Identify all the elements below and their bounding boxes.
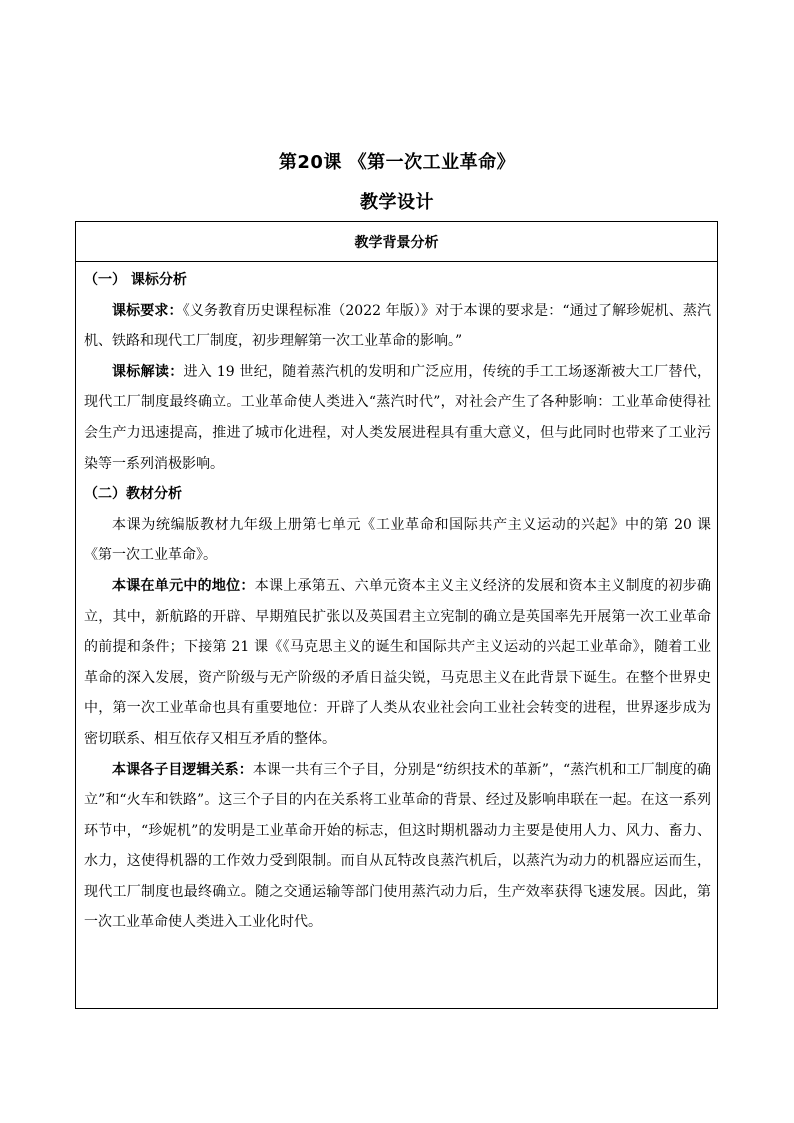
table-header: 教学背景分析 xyxy=(76,222,717,262)
paragraph-textbook-intro xyxy=(84,510,711,571)
paragraph-lead: 本课各子目逻辑关系： xyxy=(112,761,253,778)
paragraph-unit-position xyxy=(84,571,711,755)
paragraph-text: 《义务教育历史课程标准（2022 年版）》对于本课的要求是：“通过了解珍妮机、蒸汽机、铁路和现代工厂制度，初步理解第一次工业革命的影响。” xyxy=(84,302,711,350)
paragraph-lead: 本课在单元中的地位： xyxy=(112,577,255,594)
paragraph-subtopic-logic xyxy=(84,755,711,939)
section-heading-curriculum: （一） 课标分析 xyxy=(84,272,187,288)
paragraph-lead: 课标解读： xyxy=(112,363,184,380)
paragraph-text: 本课一共有三个子目，分别是“纺织技术的革新”，“蒸汽机和工厂制度的确立”和“火车和铁路”。这三个子目的内在关系将工业革命的背景、经过及影响串联在一起。在这一系列环节中，“珍妮机”的发明是工业革命开始的标志，但这时期机器动力主要是使用人力、风力、畜力、水力，这使得机器的工作效力受到限制。而自从瓦特改良蒸汽机后，以蒸汽为动力的机器应运而生，现代工厂制度也最终确立。随之交通运输等部门使用蒸汽动力后，生产效率获得飞速发展。因此，第一次工业革命使人类进入工业化时代。 xyxy=(84,761,711,931)
paragraph-curriculum-interpretation xyxy=(84,357,711,479)
paragraph-curriculum-requirement xyxy=(84,296,711,357)
page-subtitle: 教学设计 xyxy=(360,192,434,213)
page-title: 第20课 《第一次工业革命》 xyxy=(278,152,516,173)
table-body xyxy=(76,262,717,938)
paragraph-lead: 课标要求： xyxy=(112,302,183,319)
paragraph-text: 本课上承第五、六单元资本主义主义经济的发展和资本主义制度的初步确立，其中，新航路的开辟、早期殖民扩张以及英国君主立宪制的确立是英国率先开展第一次工业革命的前提和条件；下接第 21 课《《马克思主义的诞生和国际共产主义运动的兴起工业革命》，随着工业革命的深入发展，资产阶级与无产阶级的矛盾日益尖锐，马克思主义在此背景下诞生。在整个世界史中，第一次工业革命也具有重要地位：开辟了人类从农业社会向工业社会转变的进程，世界逐步成为密切联系、相互依存又相互矛盾的整体。 xyxy=(84,577,712,747)
paragraph-text: 进入 19 世纪，随着蒸汽机的发明和广泛应用，传统的手工工场逐渐被大工厂替代，现代工厂制度最终确立。工业革命使人类进入“蒸汽时代”，对社会产生了各种影响：工业革命使得社会生产力迅速提高，推进了城市化进程，对人类发展进程具有重大意义，但与此同时也带来了工业污染等一系列消极影响。 xyxy=(84,363,711,472)
paragraph-text: 本课为统编版教材九年级上册第七单元《工业革命和国际共产主义运动的兴起》中的第 20 课《第一次工业革命》。 xyxy=(84,516,711,564)
teaching-background-table xyxy=(75,221,718,1009)
section-heading-textbook: （二）教材分析 xyxy=(84,486,182,503)
